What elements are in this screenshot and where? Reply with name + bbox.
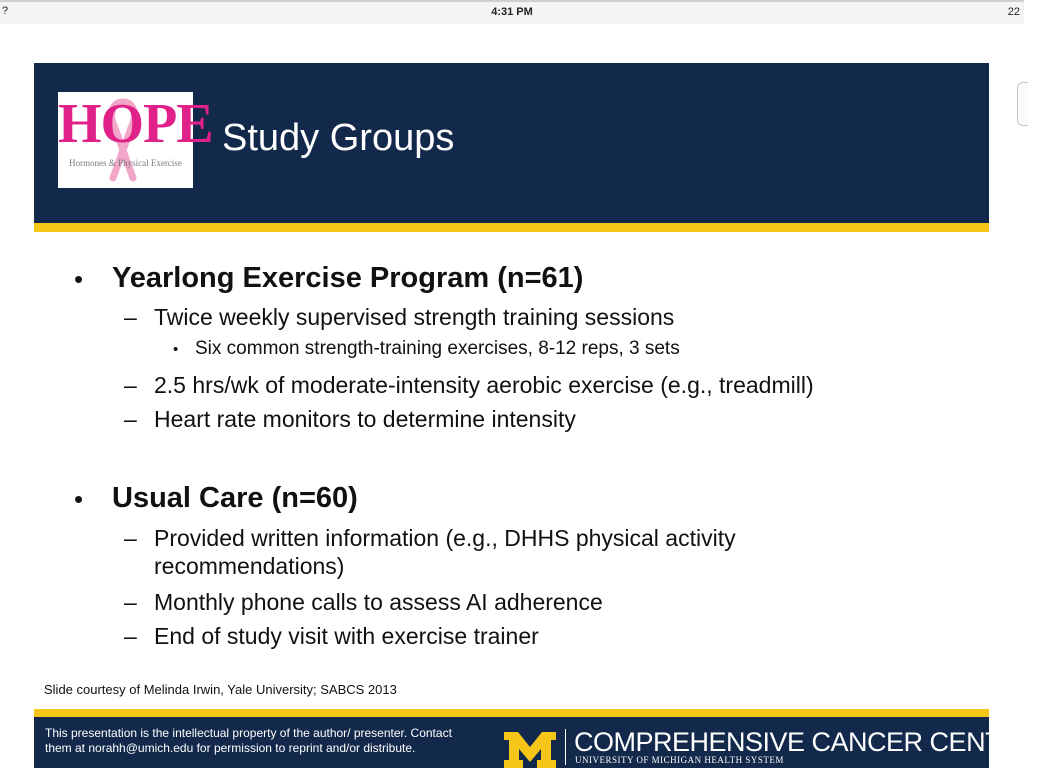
list-item: End of study visit with exercise trainer (154, 623, 539, 649)
list-item: Monthly phone calls to assess AI adherence (154, 589, 603, 615)
dash-icon: – (124, 525, 137, 551)
list-item: Heart rate monitors to determine intensity (154, 406, 576, 432)
status-bar (0, 0, 1024, 24)
dash-icon: – (124, 406, 137, 432)
health-system-name: UNIVERSITY OF MICHIGAN HEALTH SYSTEM (575, 755, 784, 765)
block-m-logo-icon (504, 732, 556, 768)
logo-word: HOPE (58, 93, 213, 155)
header-accent-stripe (34, 223, 989, 232)
hope-logo (58, 92, 213, 188)
slide-credit: Slide courtesy of Melinda Irwin, Yale University; SABCS 2013 (44, 682, 397, 697)
footer-accent-stripe (34, 709, 989, 717)
logo-subtitle: Hormones & Physical Exercise (69, 158, 182, 168)
bullet-icon: • (74, 264, 84, 294)
footer-divider (565, 729, 566, 765)
status-time: 4:31 PM (491, 6, 533, 18)
bullet-icon: • (173, 341, 179, 358)
cancer-center-name: COMPREHENSIVE CANCER CENTER (574, 727, 1038, 757)
status-left-indicator: ? (2, 5, 9, 17)
dash-icon: – (124, 623, 137, 649)
group-heading: Usual Care (n=60) (112, 482, 358, 514)
status-battery-text: 22 (1007, 6, 1020, 18)
side-panel-handle[interactable] (1017, 82, 1028, 126)
slide-title: Study Groups (222, 117, 455, 159)
slide-footer (34, 717, 1038, 768)
bullet-icon: • (74, 484, 84, 514)
dash-icon: – (124, 589, 137, 615)
list-subitem: Six common strength-training exercises, 8-12 reps, 3 sets (195, 338, 680, 359)
list-item-continuation: recommendations) (154, 553, 345, 579)
list-item: Twice weekly supervised strength training sessions (154, 304, 675, 330)
list-item: 2.5 hrs/wk of moderate-intensity aerobic exercise (e.g., treadmill) (154, 372, 814, 398)
dash-icon: – (124, 372, 137, 398)
copyright-notice: This presentation is the intellectual property of the author/ presenter. Contact them at norahh@umich.edu for permission to reprint and/or distribute. (45, 726, 452, 755)
dash-icon: – (124, 304, 137, 330)
list-item: Provided written information (e.g., DHHS physical activity (154, 525, 736, 551)
group-heading: Yearlong Exercise Program (n=61) (112, 262, 584, 294)
